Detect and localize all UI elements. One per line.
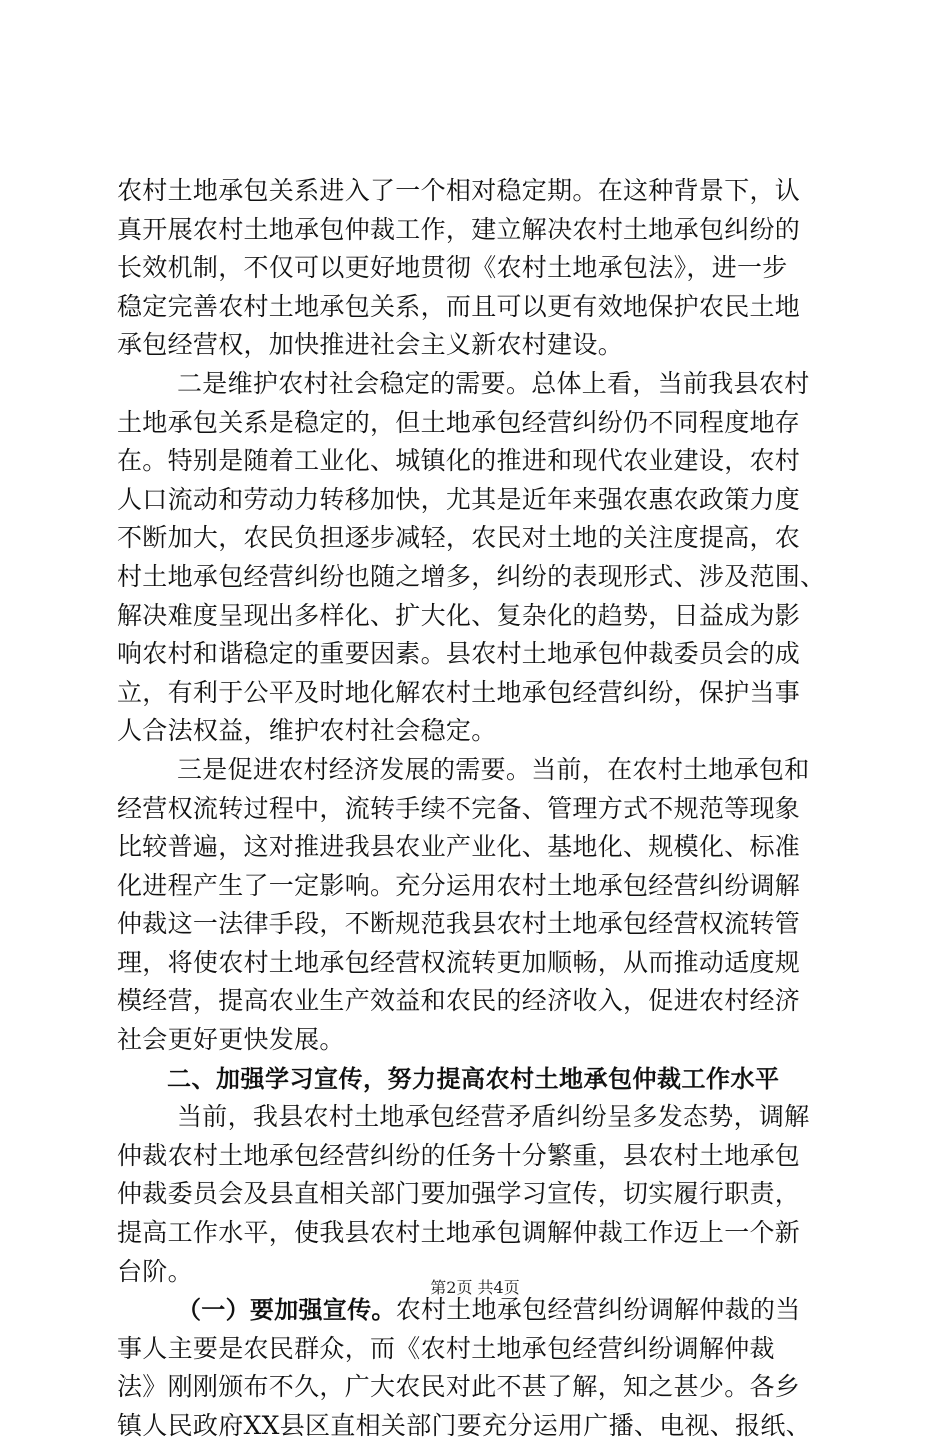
text-line: 稳定完善农村土地承包关系，而且可以更有效地保护农民土地: [117, 291, 801, 321]
text-line: 台阶。: [117, 1256, 193, 1286]
paragraph-start-line: 二是维护农村社会稳定的需要。总体上看，当前我县农村: [177, 368, 810, 398]
text-line: 仲裁农村土地承包经营纠纷的任务十分繁重，县农村土地承包: [117, 1140, 801, 1170]
text-line: 仲裁委员会及县直相关部门要加强学习宣传，切实履行职责，: [117, 1179, 801, 1209]
paragraph-start-line: 三是促进农村经济发展的需要。当前，在农村土地承包和: [177, 754, 810, 784]
text-line: 社会更好更快发展。: [117, 1025, 345, 1055]
text-line: 农村土地承包关系进入了一个相对稳定期。在这种背景下，认: [117, 176, 801, 205]
subsection-heading: （一）要加强宣传。: [177, 1296, 396, 1325]
text-line: 不断加大，农民负担逐步减轻，农民对土地的关注度提高，农: [117, 523, 801, 553]
text-line: 响农村和谐稳定的重要因素。县农村土地承包仲裁委员会的成: [117, 639, 801, 669]
text-line: 模经营，提高农业生产效益和农民的经济收入，促进农村经济: [117, 986, 801, 1016]
text-line: 事人主要是农民群众，而《农村土地承包经营纠纷调解仲裁: [117, 1333, 775, 1363]
text-line: 人口流动和劳动力转移加快，尤其是近年来强农惠农政策力度: [117, 484, 801, 514]
paragraph-start-line: 当前，我县农村土地承包经营矛盾纠纷呈多发态势，调解: [177, 1102, 810, 1132]
text-line: 化进程产生了一定影响。充分运用农村土地承包经营纠纷调解: [117, 870, 801, 900]
text-line: 解决难度呈现出多样化、扩大化、复杂化的趋势，日益成为影: [117, 600, 801, 630]
document-body: [117, 172, 832, 1446]
text-line: 长效机制，不仅可以更好地贯彻《农村土地承包法》，进一步: [117, 253, 788, 283]
text-line: 仲裁这一法律手段，不断规范我县农村土地承包经营权流转管: [117, 909, 801, 939]
text-line: 比较普遍，这对推进我县农业产业化、基地化、规模化、标准: [117, 832, 801, 862]
text-line: 土地承包关系是稳定的，但土地承包经营纠纷仍不同程度地存: [117, 407, 801, 437]
text-line: 立，有利于公平及时地化解农村土地承包经营纠纷，保护当事: [117, 677, 801, 707]
text-line: 提高工作水平，使我县农村土地承包调解仲裁工作迈上一个新: [117, 1218, 801, 1248]
subsection-text: 农村土地承包经营纠纷调解仲裁的当: [395, 1295, 801, 1325]
page-number: 第2页 共4页: [430, 1278, 520, 1297]
text-line: 镇人民政府XX县区直相关部门要充分运用广播、电视、报纸、: [117, 1411, 811, 1440]
text-line: 经营权流转过程中，流转手续不完备、管理方式不规范等现象: [117, 793, 801, 823]
text-line: 法》刚刚颁布不久，广大农民对此不甚了解，知之甚少。各乡: [117, 1372, 801, 1402]
text-line: 承包经营权，加快推进社会主义新农村建设。: [117, 330, 624, 360]
text-line: 人合法权益，维护农村社会稳定。: [117, 716, 497, 746]
page-footer: [0, 1275, 950, 1298]
text-line: 真开展农村土地承包仲裁工作，建立解决农村土地承包纠纷的: [117, 214, 801, 244]
text-line: 在。特别是随着工业化、城镇化的推进和现代农业建设，农村: [117, 446, 801, 476]
text-line: 村土地承包经营纠纷也随之增多，纠纷的表现形式、涉及范围、: [117, 561, 826, 591]
section-heading: 二、加强学习宣传，努力提高农村土地承包仲裁工作水平: [167, 1064, 780, 1093]
text-line: 理，将使农村土地承包经营权流转更加顺畅，从而推动适度规: [117, 947, 801, 977]
